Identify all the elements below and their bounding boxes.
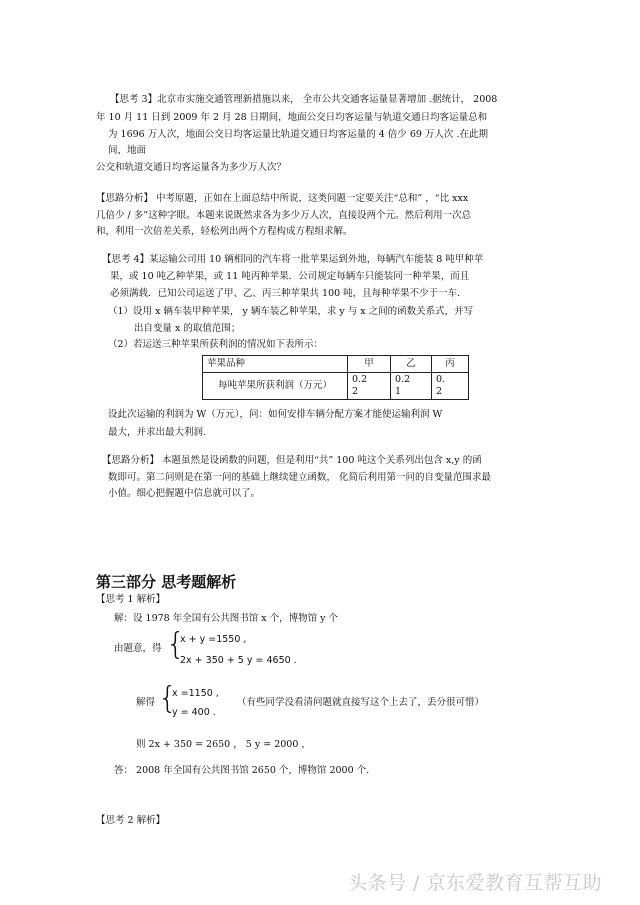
derivation-line: 则 2x + 350 = 2650 ， 5 y = 2000 ，	[136, 739, 311, 750]
think4-line-3: 必须满载．已知公司运送了甲、乙、丙三种苹果共 100 吨，且每种苹果不少于一车．	[110, 288, 467, 299]
solution-brace: {	[158, 681, 178, 716]
equation-2: 2x + 350 + 5 y = 4650 .	[180, 655, 297, 666]
think4-analysis-line-2: 数即可。第二问则是在第一问的基础上继续建立函数， 化简后利用第一问的自变量范围求最	[108, 472, 492, 483]
think2-solution-heading: 【思考 2 解析】	[96, 815, 166, 826]
table-header-cell: 苹果品种	[203, 356, 348, 373]
think3-line-1: 【思考 3】北京市实施交通管理新措施以来， 全市公共交通客运量显著增加 .据统计， 2008	[110, 94, 498, 105]
table-header-cell: 甲	[348, 356, 391, 373]
cell-value-top: 0.2	[395, 374, 411, 385]
table-header-row	[203, 356, 469, 373]
think4-line-5: 出自变量 x 的取值范围；	[134, 323, 241, 334]
think3-line-4: 间，地面	[108, 145, 147, 156]
think3-analysis-line-3: 和，利用一次倍差关系，轻松列出两个方程构成方程组求解。	[96, 226, 353, 237]
table-row-label: 每吨苹果所获利润（万元）	[203, 373, 348, 400]
profit-table	[202, 355, 469, 400]
table-cell	[432, 373, 469, 400]
solution-x: x =1150 ,	[172, 688, 219, 699]
think3-line-2: 年 10 月 11 日到 2009 年 2 月 28 日期间，地面公交日均客运量与轨道交通日均客运量总和	[96, 112, 488, 123]
solution-line-1: 解：设 1978 年全国有公共图书馆 x 个，博物馆 y 个	[114, 613, 339, 624]
think3-line-3: 为 1696 万人次，地面公交日均客运量比轨道交通日均客运量的 4 倍少 69 万人次 .在此期	[108, 129, 488, 140]
cell-value-bottom: 2	[436, 385, 443, 397]
answer-line: 答： 2008 年全国有公共图书馆 2650 个，博物馆 2000 个.	[114, 765, 370, 776]
table-cell	[391, 373, 432, 400]
think4-analysis-line-1: 【思路分析】 本题虽然是设函数的问题，但是利用“共” 100 吨这个关系列出包含 x,y 的函	[102, 455, 482, 466]
table-row	[203, 373, 469, 400]
equation-1: x + y =1550 ,	[180, 634, 247, 645]
cell-value-top: 0.2	[352, 374, 368, 385]
think4-analysis-line-3: 小值。细心把握题中信息就可以了。	[108, 488, 261, 499]
think3-analysis-line-2: 几倍少 / 多”这种字眼。本题来说既然求各为多少万人次，直接设两个元。然后利用一次总	[96, 210, 472, 221]
solution-intro: 由题意，得	[114, 643, 162, 654]
think1-solution-heading: 【思考 1 解析】	[96, 594, 166, 605]
cell-value-bottom: 1	[395, 385, 402, 397]
watermark: 头条号 / 京东爱教育互帮互助	[348, 872, 602, 894]
solve-label: 解得	[136, 697, 156, 708]
cell-value-top: 0.	[436, 374, 446, 385]
think4-line-7: 设此次运输的利润为 W（万元），问：如何安排车辆分配方案才能使运输利润 W	[108, 409, 443, 420]
solution-note: （有些同学没看清问题就直接写这个上去了，丢分很可惜）	[237, 697, 485, 708]
think3-analysis-line-1: 【思路分析】 中考原题，正如在上面总结中所说，这类问题一定要关注“总和” ，“比 xxx	[96, 193, 469, 204]
system-brace: {	[166, 627, 186, 662]
table-header-cell: 丙	[432, 356, 469, 373]
table-cell	[348, 373, 391, 400]
table-header-cell: 乙	[391, 356, 432, 373]
solution-y: y = 400 .	[172, 707, 216, 718]
cell-value-bottom: 2	[352, 385, 359, 397]
think4-line-2: 果，或 10 吨乙种苹果，或 11 吨丙种苹果．公司规定每辆车只能装同一种苹果，而且	[110, 271, 470, 282]
think3-line-5: 公交和轨道交通日均客运量各为多少万人次？	[96, 162, 287, 173]
think4-line-8: 最大，并求出最大利润.	[108, 427, 207, 438]
think4-line-1: 【思考 4】某运输公司用 10 辆相同的汽车将一批苹果运到外地，每辆汽车能装 8 吨甲种苹	[102, 254, 484, 265]
think4-line-4: （1）设用 x 辆车装甲种苹果， y 辆车装乙种苹果，求 y 与 x 之间的函数关系式，并写	[108, 306, 474, 317]
think4-line-6: （2）若运送三种苹果所获利润的情况如下表所示：	[108, 339, 324, 350]
section-title: 第三部分 思考题解析	[96, 573, 237, 591]
